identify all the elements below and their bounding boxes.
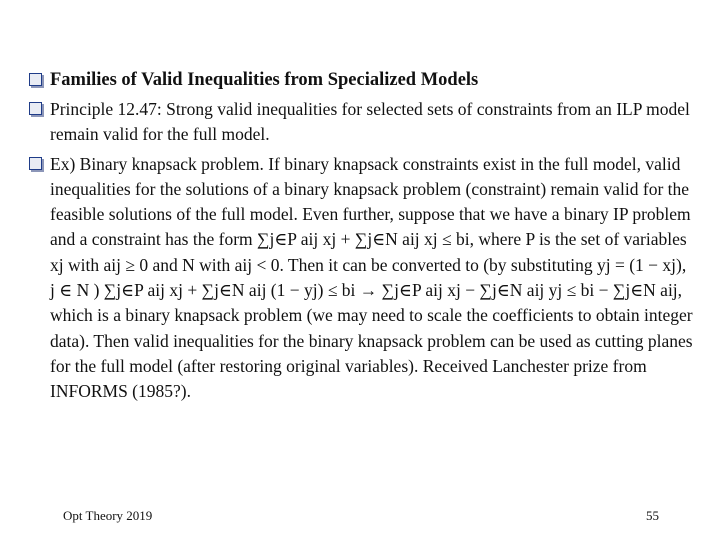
bullet-example xyxy=(26,152,694,405)
footer-page-number: 55 xyxy=(646,508,659,523)
slide-title: Families of Valid Inequalities from Specialized Models xyxy=(50,70,479,90)
checkbox-bullet-icon xyxy=(29,157,42,170)
checkbox-bullet-icon xyxy=(29,102,42,115)
checkbox-bullet-icon xyxy=(29,73,42,86)
example-text: Ex) Binary knapsack problem. If binary knapsack constraints exist in the full model, valid inequalities for the solutions of a binary knapsack problem (constraint) remain valid for the feasible solutions of the full model. Even further, suppose that we have a binary IP problem and a constraint has the form ∑j∈P aij xj + ∑j∈N aij xj ≤ bi, where P is the set of variables xj with aij ≥ 0 and N with aij < 0. Then it can be converted to (by substituting yj = (1 − xj), j ∈ N ) ∑j∈P aij xj + ∑j∈N aij (1 − yj) ≤ bi → ∑j∈P aij xj − ∑j∈N aij yj ≤ bi − ∑j∈N aij, which is a binary knapsack problem (we may need to scale the coefficients to obtain integer data). Then valid inequalities for the binary knapsack problem can be used as cutting planes for the full model (after restoring original variables). Received Lanchester prize from INFORMS (1985?). xyxy=(50,153,693,402)
footer-course-label: Opt Theory 2019 xyxy=(63,508,153,523)
bullet-principle xyxy=(26,97,694,148)
principle-text: Principle 12.47: Strong valid inequalities for selected sets of constraints from an ILP model remain valid for the full model. xyxy=(50,99,690,145)
bullet-list xyxy=(26,68,694,409)
bullet-title xyxy=(26,68,694,93)
